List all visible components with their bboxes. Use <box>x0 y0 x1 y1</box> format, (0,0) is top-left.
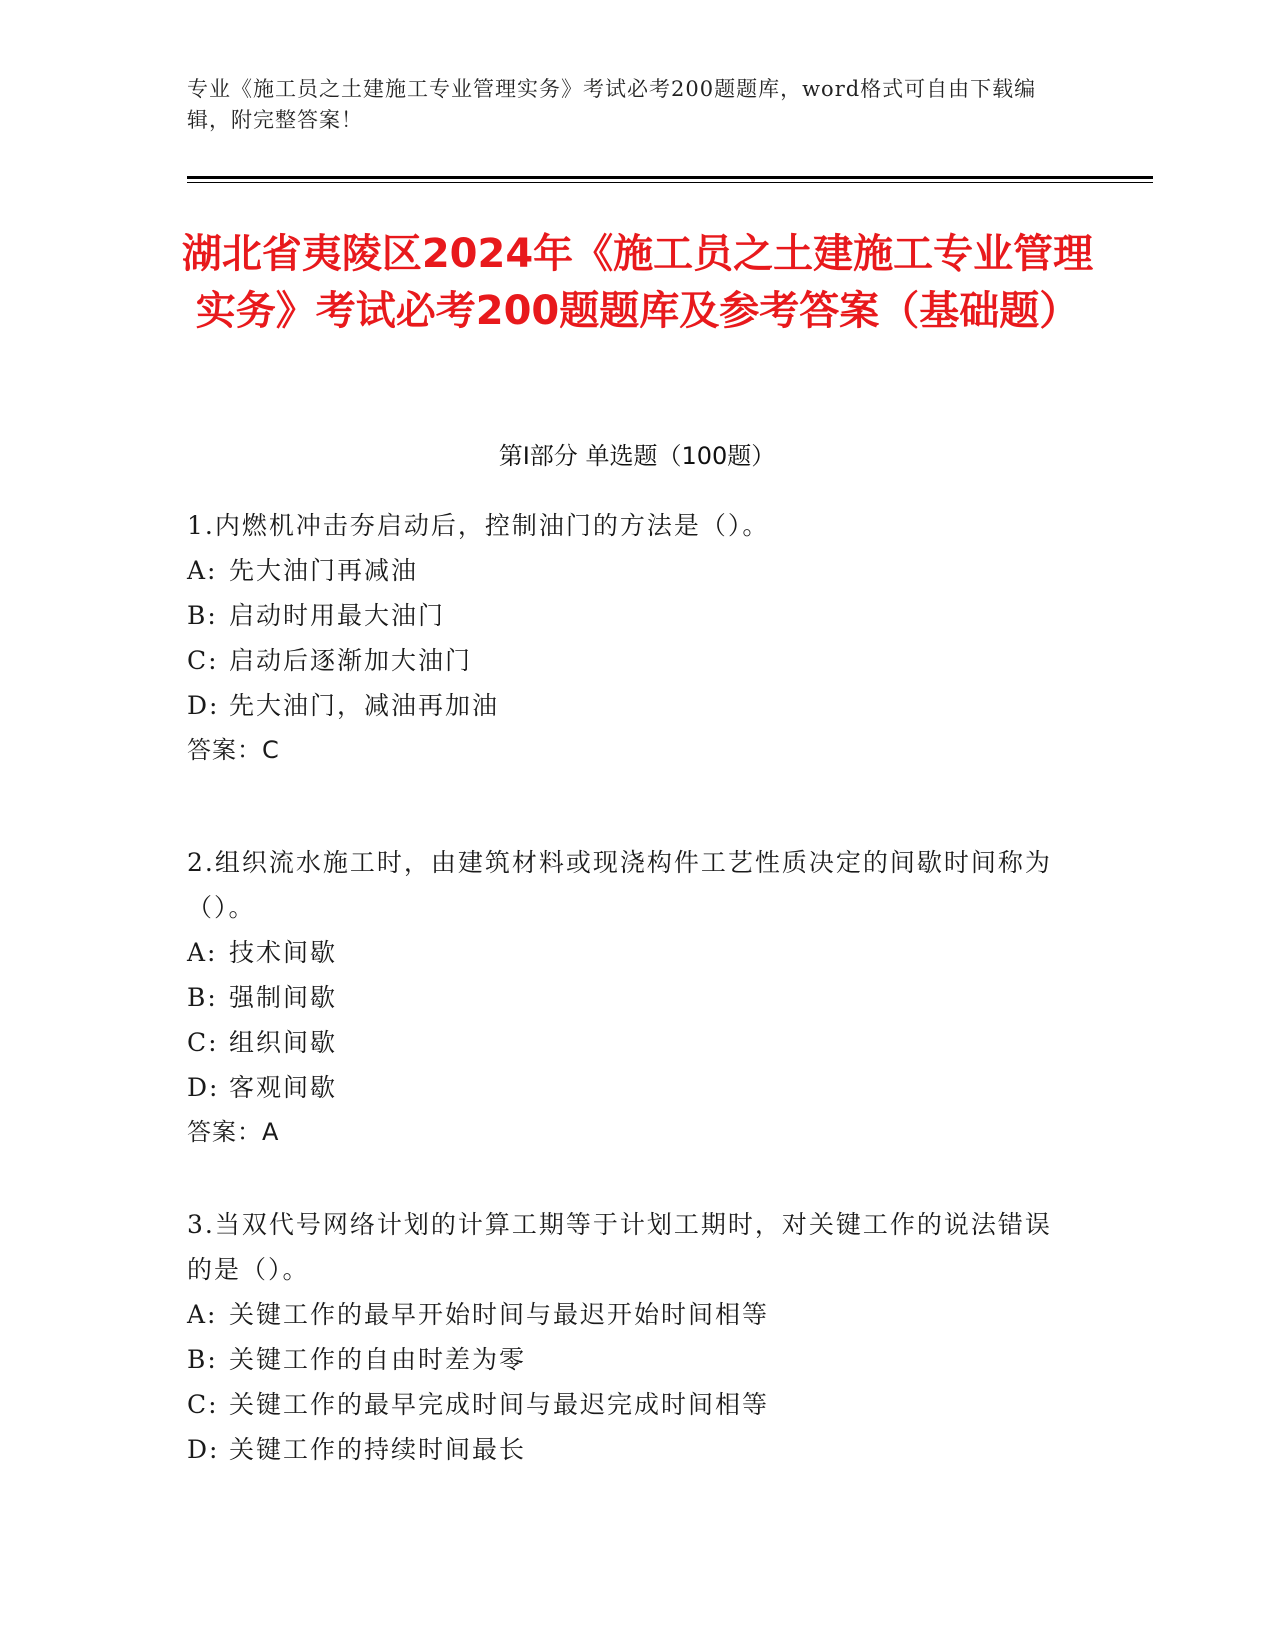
option-a <box>187 930 1067 975</box>
option-text: 关键工作的最早完成时间与最迟完成时间相等 <box>229 1390 770 1419</box>
option-text: 先大油门，减油再加油 <box>229 691 500 720</box>
option-key: C: <box>187 1390 219 1419</box>
question-1 <box>187 503 1067 773</box>
option-b <box>187 593 1067 638</box>
option-text: 关键工作的持续时间最长 <box>229 1435 527 1464</box>
option-d <box>187 683 1067 728</box>
question-stem: 3.当双代号网络计划的计算工期等于计划工期时，对关键工作的说法错误的是（）。 <box>187 1210 1052 1284</box>
option-c <box>187 1382 1067 1427</box>
option-text: 关键工作的最早开始时间与最迟开始时间相等 <box>229 1300 770 1329</box>
header-note: 专业《施工员之土建施工专业管理实务》考试必考200题题库，word格式可自由下载编辑，附完整答案！ <box>187 77 1037 132</box>
option-key: D: <box>187 1435 220 1464</box>
option-text: 先大油门再减油 <box>229 556 419 585</box>
answer: 答案：A <box>187 1118 280 1146</box>
question-stem: 2.组织流水施工时，由建筑材料或现浇构件工艺性质决定的间歇时间称为（）。 <box>187 848 1052 922</box>
option-key: A: <box>187 556 218 585</box>
option-a <box>187 1292 1067 1337</box>
section-title: 第Ⅰ部分 单选题（100题） <box>498 442 776 470</box>
option-text: 客观间歇 <box>229 1073 338 1102</box>
header-divider-thin <box>187 182 1153 183</box>
header-divider-thick <box>187 176 1153 179</box>
option-key: A: <box>187 938 218 967</box>
question-stem: 1.内燃机冲击夯启动后，控制油门的方法是（）。 <box>187 511 770 540</box>
question-2 <box>187 840 1067 1155</box>
option-c <box>187 1020 1067 1065</box>
option-text: 关键工作的自由时差为零 <box>229 1345 527 1374</box>
option-key: C: <box>187 1028 219 1057</box>
option-d <box>187 1065 1067 1110</box>
option-b <box>187 975 1067 1020</box>
option-c <box>187 638 1067 683</box>
document-title: 湖北省夷陵区2024年《施工员之土建施工专业管理实务》考试必考200题题库及参考答案（基础题） <box>181 231 1094 334</box>
option-key: B: <box>187 1345 218 1374</box>
option-a <box>187 548 1067 593</box>
option-b <box>187 1337 1067 1382</box>
option-text: 技术间歇 <box>229 938 338 967</box>
answer: 答案：C <box>187 736 280 764</box>
option-key: A: <box>187 1300 218 1329</box>
option-key: B: <box>187 983 218 1012</box>
question-3 <box>187 1202 1067 1472</box>
option-key: C: <box>187 646 219 675</box>
option-text: 组织间歇 <box>229 1028 338 1057</box>
option-text: 启动后逐渐加大油门 <box>229 646 473 675</box>
option-d <box>187 1427 1067 1472</box>
option-key: D: <box>187 691 220 720</box>
option-text: 强制间歇 <box>229 983 338 1012</box>
option-key: D: <box>187 1073 220 1102</box>
option-text: 启动时用最大油门 <box>229 601 446 630</box>
option-key: B: <box>187 601 218 630</box>
